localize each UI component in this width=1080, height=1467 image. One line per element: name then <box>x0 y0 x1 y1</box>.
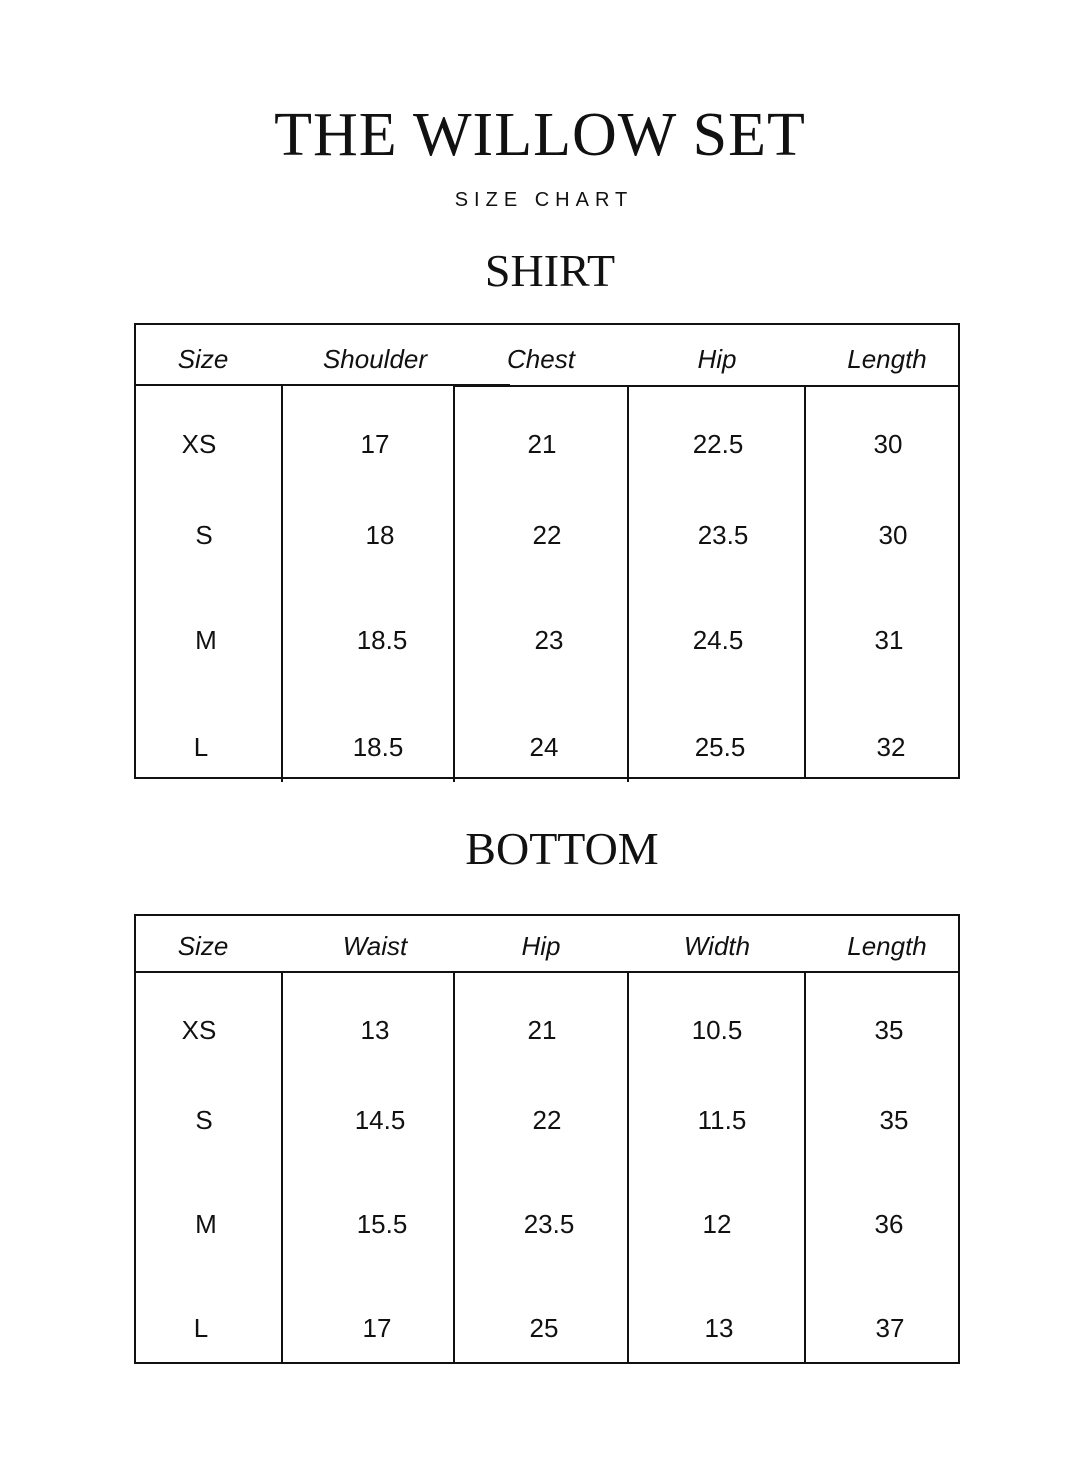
shirt-cell-hip: 23.5 <box>697 520 749 550</box>
bottom-cell-waist: 17 <box>362 1313 392 1343</box>
bottom-cell-length: 36 <box>874 1209 904 1239</box>
shirt-cell-shoulder: 18.5 <box>356 625 408 655</box>
bottom-column-divider <box>804 972 806 1362</box>
bottom-header-size: Size <box>177 931 229 961</box>
shirt-header-hip: Hip <box>697 344 737 374</box>
page-subtitle: SIZE CHART <box>454 189 634 211</box>
bottom-header-divider <box>134 971 960 973</box>
bottom-cell-width: 11.5 <box>697 1105 747 1135</box>
bottom-cell-length: 35 <box>874 1015 904 1045</box>
bottom-cell-waist: 13 <box>360 1015 390 1045</box>
shirt-section-title: SHIRT <box>484 245 616 296</box>
bottom-cell-length: 35 <box>879 1105 909 1135</box>
bottom-header-length: Length <box>847 931 927 961</box>
bottom-cell-waist: 15.5 <box>356 1209 408 1239</box>
shirt-cell-length: 30 <box>878 520 908 550</box>
bottom-cell-size: XS <box>181 1015 217 1045</box>
shirt-cell-size: L <box>193 732 209 762</box>
shirt-cell-shoulder: 18 <box>365 520 395 550</box>
bottom-cell-width: 12 <box>702 1209 732 1239</box>
shirt-cell-chest: 23 <box>534 625 564 655</box>
shirt-header-divider-right <box>454 385 960 387</box>
bottom-column-divider <box>281 972 283 1364</box>
bottom-header-width: Width <box>683 931 751 961</box>
shirt-cell-shoulder: 18.5 <box>352 732 404 762</box>
shirt-header-shoulder: Shoulder <box>322 344 428 374</box>
shirt-cell-length: 31 <box>874 625 904 655</box>
bottom-column-divider <box>627 972 629 1364</box>
bottom-cell-size: S <box>195 1105 213 1135</box>
bottom-cell-size: L <box>193 1313 209 1343</box>
bottom-cell-width: 13 <box>704 1313 734 1343</box>
page-title: THE WILLOW SET <box>274 101 806 169</box>
bottom-header-hip: Hip <box>521 931 561 961</box>
shirt-table-border <box>134 323 960 779</box>
bottom-header-waist: Waist <box>342 931 408 961</box>
shirt-column-divider <box>627 385 629 782</box>
shirt-cell-size: M <box>195 625 217 655</box>
bottom-section-title: BOTTOM <box>465 823 659 874</box>
shirt-column-divider <box>281 385 283 782</box>
shirt-cell-hip: 22.5 <box>692 429 744 459</box>
shirt-cell-shoulder: 17 <box>360 429 390 459</box>
shirt-header-size: Size <box>177 344 229 374</box>
shirt-header-length: Length <box>847 344 927 374</box>
shirt-cell-chest: 22 <box>532 520 562 550</box>
shirt-cell-hip: 24.5 <box>692 625 744 655</box>
shirt-cell-length: 30 <box>873 429 903 459</box>
shirt-cell-hip: 25.5 <box>694 732 746 762</box>
shirt-cell-chest: 21 <box>527 429 557 459</box>
shirt-cell-chest: 24 <box>529 732 559 762</box>
bottom-cell-length: 37 <box>875 1313 905 1343</box>
bottom-cell-size: M <box>195 1209 217 1239</box>
bottom-table-border <box>134 914 960 1364</box>
shirt-cell-length: 32 <box>876 732 906 762</box>
shirt-column-divider <box>804 385 806 779</box>
shirt-header-chest: Chest <box>507 344 575 374</box>
bottom-cell-hip: 21 <box>527 1015 557 1045</box>
bottom-cell-width: 10.5 <box>691 1015 743 1045</box>
bottom-cell-hip: 25 <box>529 1313 559 1343</box>
shirt-cell-size: XS <box>181 429 217 459</box>
bottom-cell-waist: 14.5 <box>354 1105 406 1135</box>
shirt-cell-size: S <box>195 520 213 550</box>
bottom-cell-hip: 23.5 <box>523 1209 575 1239</box>
bottom-cell-hip: 22 <box>532 1105 562 1135</box>
